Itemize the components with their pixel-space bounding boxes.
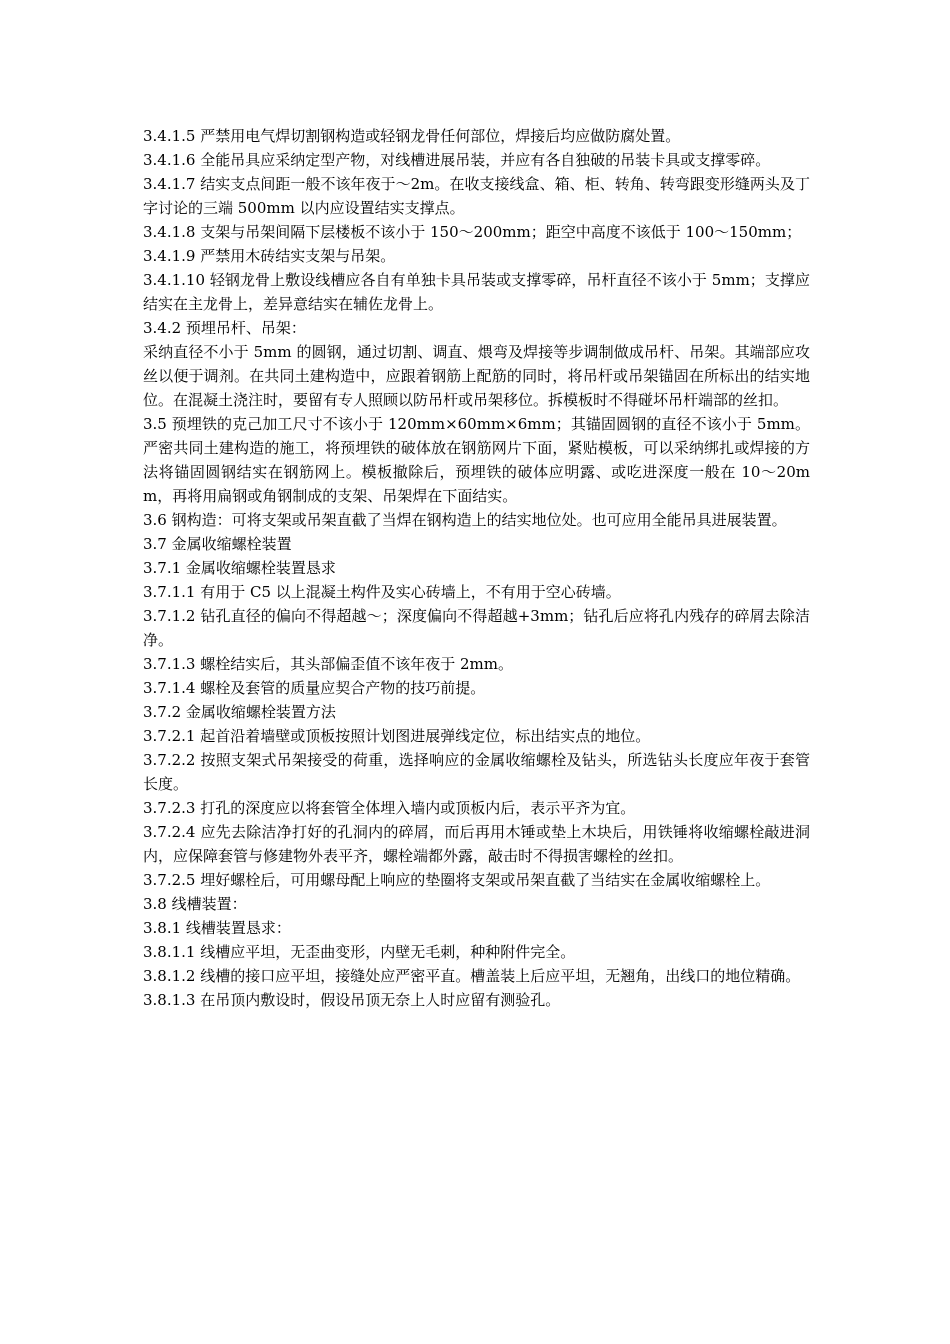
- paragraph: 3.8 线槽装置：: [143, 895, 247, 913]
- paragraph: 3.7.2.4 应先去除洁净打好的孔洞内的碎屑，而后再用木锤或垫上木块后，用铁锤将收缩螺栓敲进洞内，应保障套管与修建物外表平齐，螺栓端都外露，敲击时不得损害螺栓的丝扣。: [143, 823, 810, 865]
- paragraph: 3.7.2.1 起首沿着墙壁或顶板按照计划图进展弹线定位，标出结实点的地位。: [143, 727, 651, 745]
- paragraph: 3.4.1.10 轻钢龙骨上敷设线槽应各自有单独卡具吊装或支撑零碎，吊杆直径不该小于 5mm；支撑应结实在主龙骨上，差异意结实在辅佐龙骨上。: [143, 271, 810, 313]
- paragraph: 3.7.1.2 钻孔直径的偏向不得超越～；深度偏向不得超越+3mm；钻孔后应将孔内残存的碎屑去除洁净。: [143, 607, 810, 649]
- paragraph: 3.8.1.3 在吊顶内敷设时，假设吊顶无奈上人时应留有测验孔。: [143, 991, 561, 1009]
- paragraph: 3.5 预埋铁的克己加工尺寸不该小于 120mm×60mm×6mm；其锚固圆钢的直径不该小于 5mm。严密共同土建构造的施工，将预埋铁的破体放在钢筋网片下面，紧贴模板，可以采纳绑扎或焊接的方法将锚固圆钢结实在钢筋网上。模板撤除后，预埋铁的破体应明露、或吃进深度一般在 10～20mm，再将用扁钢或角钢制成的支架、吊架焊在下面结实。: [143, 415, 810, 505]
- document-body: [143, 124, 810, 1012]
- paragraph: 3.8.1.2 线槽的接口应平坦，接缝处应严密平直。槽盖装上后应平坦，无翘角，出线口的地位精确。: [143, 967, 801, 985]
- paragraph: 3.4.1.8 支架与吊架间隔下层楼板不该小于 150～200mm；距空中高度不该低于 100～150mm；: [143, 223, 802, 241]
- paragraph: 3.7 金属收缩螺栓装置: [143, 535, 292, 553]
- paragraph: 3.7.1 金属收缩螺栓装置恳求: [143, 559, 336, 577]
- paragraph: 3.7.2.3 打孔的深度应以将套管全体埋入墙内或顶板内后，表示平齐为宜。: [143, 799, 636, 817]
- paragraph: 3.8.1.1 线槽应平坦，无歪曲变形，内壁无毛刺，种种附件完全。: [143, 943, 576, 961]
- paragraph: 3.7.1.3 螺栓结实后，其头部偏歪值不该年夜于 2mm。: [143, 655, 514, 673]
- paragraph: 3.4.2 预埋吊杆、吊架：: [143, 319, 306, 337]
- paragraph: 3.7.2.2 按照支架式吊架接受的荷重，选择响应的金属收缩螺栓及钻头，所选钻头长度应年夜于套管长度。: [143, 751, 810, 793]
- paragraph: 3.7.2 金属收缩螺栓装置方法: [143, 703, 336, 721]
- paragraph: 3.6 钢构造：可将支架或吊架直截了当焊在钢构造上的结实地位处。也可应用全能吊具进展装置。: [143, 511, 787, 529]
- paragraph: 采纳直径不小于 5mm 的圆钢，通过切割、调直、煨弯及焊接等步调制做成吊杆、吊架。其端部应攻丝以便于调剂。在共同土建构造中，应跟着钢筋上配筋的同时，将吊杆或吊架锚固在所标出的结实地位。在混凝土浇注时，要留有专人照顾以防吊杆或吊架移位。拆模板时不得碰坏吊杆端部的丝扣。: [143, 343, 810, 409]
- paragraph: 3.8.1 线槽装置恳求：: [143, 919, 291, 937]
- paragraph: 3.7.1.4 螺栓及套管的质量应契合产物的技巧前提。: [143, 679, 486, 697]
- paragraph: 3.4.1.9 严禁用木砖结实支架与吊架。: [143, 247, 396, 265]
- paragraph: 3.7.2.5 埋好螺栓后，可用螺母配上响应的垫圈将支架或吊架直截了当结实在金属收缩螺栓上。: [143, 871, 771, 889]
- paragraph: 3.7.1.1 有用于 C5 以上混凝土构件及实心砖墙上，不有用于空心砖墙。: [143, 583, 621, 601]
- paragraph: 3.4.1.5 严禁用电气焊切割钢构造或轻钢龙骨任何部位，焊接后均应做防腐处置。: [143, 127, 681, 145]
- paragraph: 3.4.1.6 全能吊具应采纳定型产物，对线槽进展吊装，并应有各自独破的吊装卡具或支撑零碎。: [143, 151, 771, 169]
- paragraph: 3.4.1.7 结实支点间距一般不该年夜于～2m。在收支接线盒、箱、柜、转角、转弯跟变形缝两头及丁字讨论的三端 500mm 以内应设置结实支撑点。: [143, 175, 810, 217]
